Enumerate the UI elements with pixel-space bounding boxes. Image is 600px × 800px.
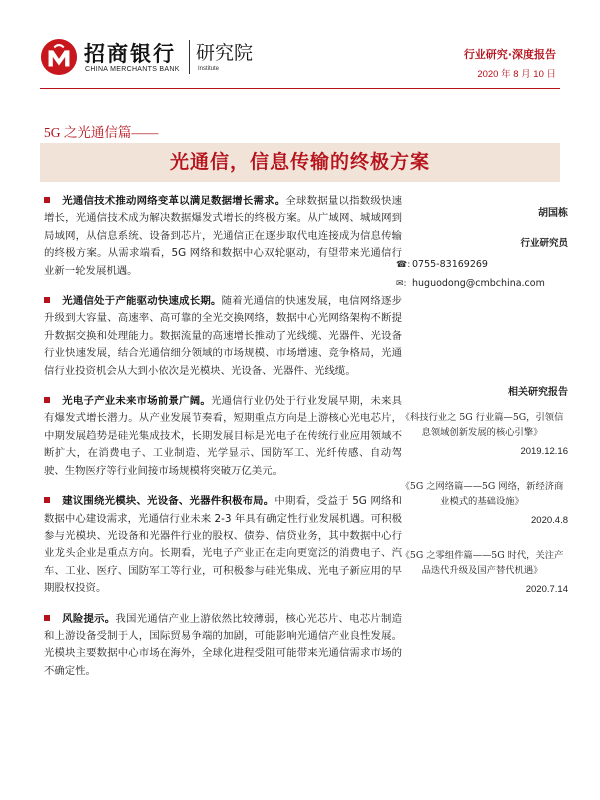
series-label: 5G 之光通信篇—— <box>44 125 159 140</box>
analyst-title: 行业研究员 <box>520 238 568 249</box>
analyst-email <box>396 278 568 289</box>
email-icon: ✉: <box>396 279 407 289</box>
related-report-item[interactable] <box>396 410 568 457</box>
brand-name-cn: 招商银行 <box>84 42 176 66</box>
paragraph-lead: 光通信处于产能驱动快速成长期。 <box>62 295 222 308</box>
paragraph-text: 我国光通信产业上游依然比较薄弱，核心光芯片、电芯片制造和上游设备受制于人，国际贸易争端的加剧，可能影响光通信产业良性发展。光模块主要数据中心市场在海外，全球化进程受阻可能带来光通信需求市场的不确定性。 <box>44 612 402 677</box>
related-report-title: 《科技行业之 5G 行业篇—5G，引领信息领域创新发展的核心引擎》 <box>400 412 564 438</box>
paragraph-lead: 光电子产业未来市场前景广阔。 <box>62 395 211 408</box>
bullet-square-icon <box>44 497 50 503</box>
report-type: 行业研究·深度报告 <box>463 48 556 61</box>
related-report-date: 2020.7.14 <box>525 584 568 595</box>
summary-paragraph <box>44 293 402 380</box>
related-report-title: 《5G 之零组件篇——5G 时代，关注产品迭代升级及国产替代机遇》 <box>400 550 564 576</box>
paragraph-lead: 建议围绕光模块、光设备、光器件积极布局。 <box>62 495 275 508</box>
bullet-square-icon <box>44 397 50 403</box>
paragraph-text: 随着光通信的快速发展，电信网络逐步升级到大容量、高速率、高可靠的全光交换网络，数据中心光网络架构不断提升数据交换和处理能力。数据流量的高速增长推动了光线缆、光器件、光设备行业快速发展，结合光通信细分领域的市场规模、市场增速、竞争格局，光通信行业投资机会从大到小依次是光模块、光设备、光器件、光线缆。 <box>44 295 402 377</box>
title-band <box>40 143 560 182</box>
related-report-date: 2019.12.16 <box>520 446 568 457</box>
related-report-item[interactable] <box>396 479 568 526</box>
sidebar <box>396 200 568 595</box>
summary-column <box>44 193 402 693</box>
bullet-square-icon <box>44 615 50 621</box>
paragraph-text: 光通信行业仍处于行业发展早期，未来具有爆发式增长潜力。从产业发展节奏看，短期重点方向是上游核心光电芯片，中期发展趋势是硅光集成技术，长期发展目标是光电子在传统行业应用领域不断扩大，在消费电子、工业制造、光学显示、国防军工、光纤传感、自动驾驶、生物医疗等行业间接市场规模将突破万亿美元。 <box>44 395 402 477</box>
report-date: 2020 年 8 月 10 日 <box>477 69 556 80</box>
summary-paragraph <box>44 193 402 280</box>
page-title: 光通信，信息传输的终极方案 <box>169 151 430 173</box>
bullet-square-icon <box>44 197 50 203</box>
related-report-item[interactable] <box>396 548 568 595</box>
paragraph-lead: 光通信技术推动网络变革以满足数据增长需求。 <box>62 195 286 207</box>
logo-divider <box>189 40 190 74</box>
analyst-name: 胡国栋 <box>538 208 568 219</box>
summary-paragraph <box>44 393 402 480</box>
phone-icon: ☎: <box>396 260 411 270</box>
analyst-phone <box>396 259 568 270</box>
phone-number: 0755-83169269 <box>412 259 488 270</box>
email-address[interactable]: huguodong@cmbchina.com <box>412 278 545 289</box>
header-divider <box>40 88 560 89</box>
institute-name-cn: 研究院 <box>196 42 254 64</box>
cmb-bank-logo-icon <box>40 38 78 76</box>
paragraph-text: 全球数据量以指数级快速增长，光通信技术成为解决数据爆发式增长的终极方案。从广域网、城域网到局域网，从信息系统、设备到芯片，光通信正在逐步取代电连接成为信息传输的终极方案。从需求端看，5G 网络和数据中心双轮驱动，有望带来光通信行业新一轮发展机遇。 <box>44 195 402 277</box>
related-reports-heading: 相关研究报告 <box>508 387 568 398</box>
summary-paragraph <box>44 493 402 597</box>
paragraph-text: 中期看，受益于 5G 网络和数据中心建设需求，光通信行业未来 2-3 年具有确定性行业发展机遇。可积极参与光模块、光设备和光器件行业的股权、债券、信贷业务，其中数据中心行业龙头企业是重点方向。长期看，光电子产业正在走向更宽泛的消费电子、汽车、工业、医疗、国防军工等行业，可积极参与硅光集成、光电子新应用的早期股权投资。 <box>44 495 402 595</box>
related-report-title: 《5G 之网络篇——5G 网络，新经济商业模式的基础设施》 <box>400 481 564 507</box>
brand-name-en: CHINA MERCHANTS BANK <box>85 66 180 73</box>
institute-name-en: Institute <box>198 66 220 72</box>
paragraph-lead: 风险提示。 <box>62 612 116 625</box>
related-report-date: 2020.4.8 <box>531 515 568 526</box>
bullet-square-icon <box>44 297 50 303</box>
summary-paragraph <box>44 611 402 681</box>
